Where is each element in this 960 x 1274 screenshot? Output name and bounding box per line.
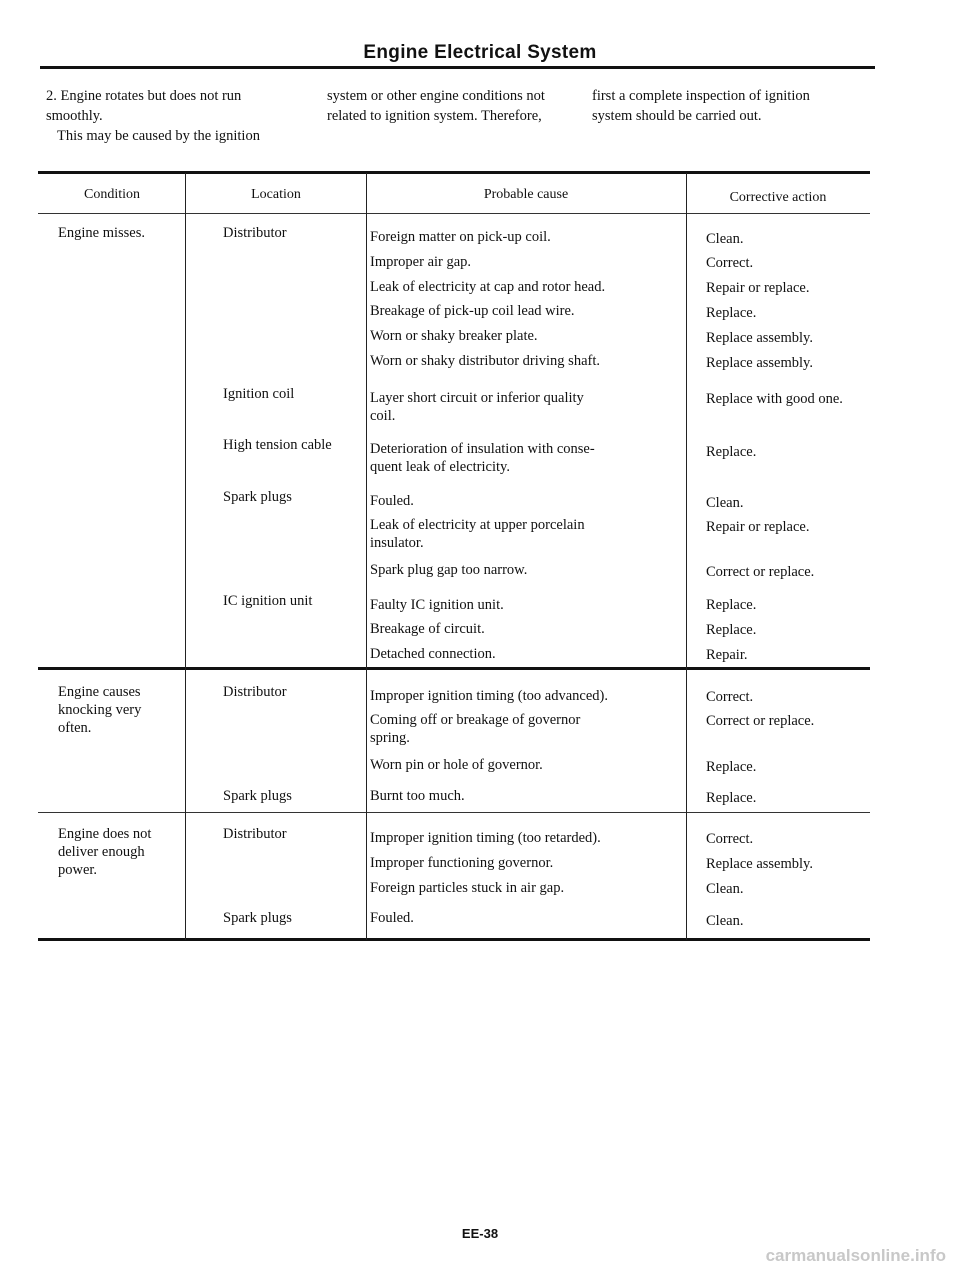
cause-cell: Foreign matter on pick-up coil. — [370, 229, 551, 245]
action-cell: Replace. — [706, 622, 757, 638]
action-cell: Replace assembly. — [706, 856, 813, 872]
condition-cell: often. — [58, 720, 92, 736]
table-top-rule — [38, 171, 870, 174]
cause-cell: coil. — [370, 408, 396, 424]
action-cell: Replace. — [706, 790, 757, 806]
action-cell: Correct. — [706, 689, 754, 705]
location-cell: Spark plugs — [223, 489, 292, 505]
intro-line: smoothly. — [46, 108, 103, 124]
condition-cell: Engine causes — [58, 684, 141, 700]
intro-column-2 — [327, 86, 545, 126]
condition-cell: knocking very — [58, 702, 142, 718]
cause-cell: Foreign particles stuck in air gap. — [370, 880, 565, 896]
cause-cell: Detached connection. — [370, 646, 496, 662]
cause-cell: Breakage of pick-up coil lead wire. — [370, 303, 575, 319]
action-cell: Correct. — [706, 831, 754, 847]
row-divider — [38, 812, 870, 813]
cause-cell: spring. — [370, 730, 410, 746]
intro-line: system or other engine conditions not — [327, 88, 545, 104]
location-cell: Spark plugs — [223, 788, 292, 804]
location-cell: Distributor — [223, 684, 287, 700]
action-cell: Repair or replace. — [706, 280, 810, 296]
action-cell: Replace assembly. — [706, 355, 813, 371]
watermark: carmanualsonline.info — [765, 1246, 946, 1265]
action-cell: Clean. — [706, 913, 744, 929]
location-cell: IC ignition unit — [223, 593, 313, 609]
intro-line: first a complete inspection of ignition — [592, 88, 810, 104]
location-cell: Ignition coil — [223, 386, 295, 402]
column-header-probable-cause: Probable cause — [483, 187, 569, 202]
page-number: EE-38 — [461, 1226, 499, 1241]
intro-column-3 — [592, 86, 810, 126]
action-cell: Correct. — [706, 255, 754, 271]
action-cell: Correct or replace. — [706, 564, 815, 580]
action-cell: Replace assembly. — [706, 330, 813, 346]
location-cell: Spark plugs — [223, 910, 292, 926]
action-cell: Clean. — [706, 495, 744, 511]
column-header-corrective-action: Corrective action — [729, 190, 827, 205]
condition-cell: Engine misses. — [58, 225, 145, 241]
action-cell: Clean. — [706, 231, 744, 247]
location-cell: Distributor — [223, 225, 287, 241]
action-cell: Replace with good one. — [706, 391, 843, 407]
column-separator — [185, 173, 186, 940]
header-underline — [186, 213, 366, 214]
action-cell: Repair or replace. — [706, 519, 810, 535]
cause-cell: Deterioration of insulation with conse- — [370, 441, 595, 457]
action-cell: Replace. — [706, 305, 757, 321]
header-rule — [40, 66, 875, 69]
cause-cell: Breakage of circuit. — [370, 621, 485, 637]
cause-cell: Burnt too much. — [370, 788, 465, 804]
cause-cell: Worn pin or hole of governor. — [370, 757, 543, 773]
cause-cell: Leak of electricity at upper porcelain — [370, 517, 585, 533]
cause-cell: Leak of electricity at cap and rotor head. — [370, 279, 606, 295]
header-underline — [38, 213, 186, 214]
action-cell: Correct or replace. — [706, 713, 815, 729]
cause-cell: Improper ignition timing (too retarded). — [370, 830, 601, 846]
cause-cell: insulator. — [370, 535, 424, 551]
cause-cell: Faulty IC ignition unit. — [370, 597, 504, 613]
action-cell: Replace. — [706, 759, 757, 775]
cause-cell: Spark plug gap too narrow. — [370, 562, 528, 578]
intro-line: system should be carried out. — [592, 108, 762, 124]
header-underline — [366, 213, 686, 214]
cause-cell: Improper air gap. — [370, 254, 472, 270]
row-divider — [38, 667, 870, 670]
location-cell: High tension cable — [223, 437, 332, 453]
cause-cell: Fouled. — [370, 493, 414, 509]
action-cell: Replace. — [706, 444, 757, 460]
action-cell: Repair. — [706, 647, 748, 663]
condition-cell: deliver enough — [58, 844, 145, 860]
intro-line: 2. Engine rotates but does not run — [46, 88, 242, 104]
condition-cell: Engine does not — [58, 826, 152, 842]
cause-cell: Worn or shaky breaker plate. — [370, 328, 538, 344]
cause-cell: Improper functioning governor. — [370, 855, 554, 871]
condition-cell: power. — [58, 862, 98, 878]
column-separator — [686, 173, 687, 940]
location-cell: Distributor — [223, 826, 287, 842]
page-title: Engine Electrical System — [363, 42, 597, 63]
intro-line: related to ignition system. Therefore, — [327, 108, 542, 124]
header-underline — [686, 213, 870, 214]
column-separator — [366, 173, 367, 940]
cause-cell: quent leak of electricity. — [370, 459, 510, 475]
intro-column-1 — [46, 86, 260, 146]
column-header-condition: Condition — [83, 187, 140, 202]
table-bottom-rule — [38, 938, 870, 941]
action-cell: Clean. — [706, 881, 744, 897]
intro-line: This may be caused by the ignition — [57, 128, 260, 144]
cause-cell: Worn or shaky distributor driving shaft. — [370, 353, 600, 369]
action-cell: Replace. — [706, 597, 757, 613]
cause-cell: Coming off or breakage of governor — [370, 712, 581, 728]
column-header-location: Location — [251, 187, 301, 202]
cause-cell: Improper ignition timing (too advanced). — [370, 688, 608, 704]
cause-cell: Fouled. — [370, 910, 414, 926]
cause-cell: Layer short circuit or inferior quality — [370, 390, 584, 406]
